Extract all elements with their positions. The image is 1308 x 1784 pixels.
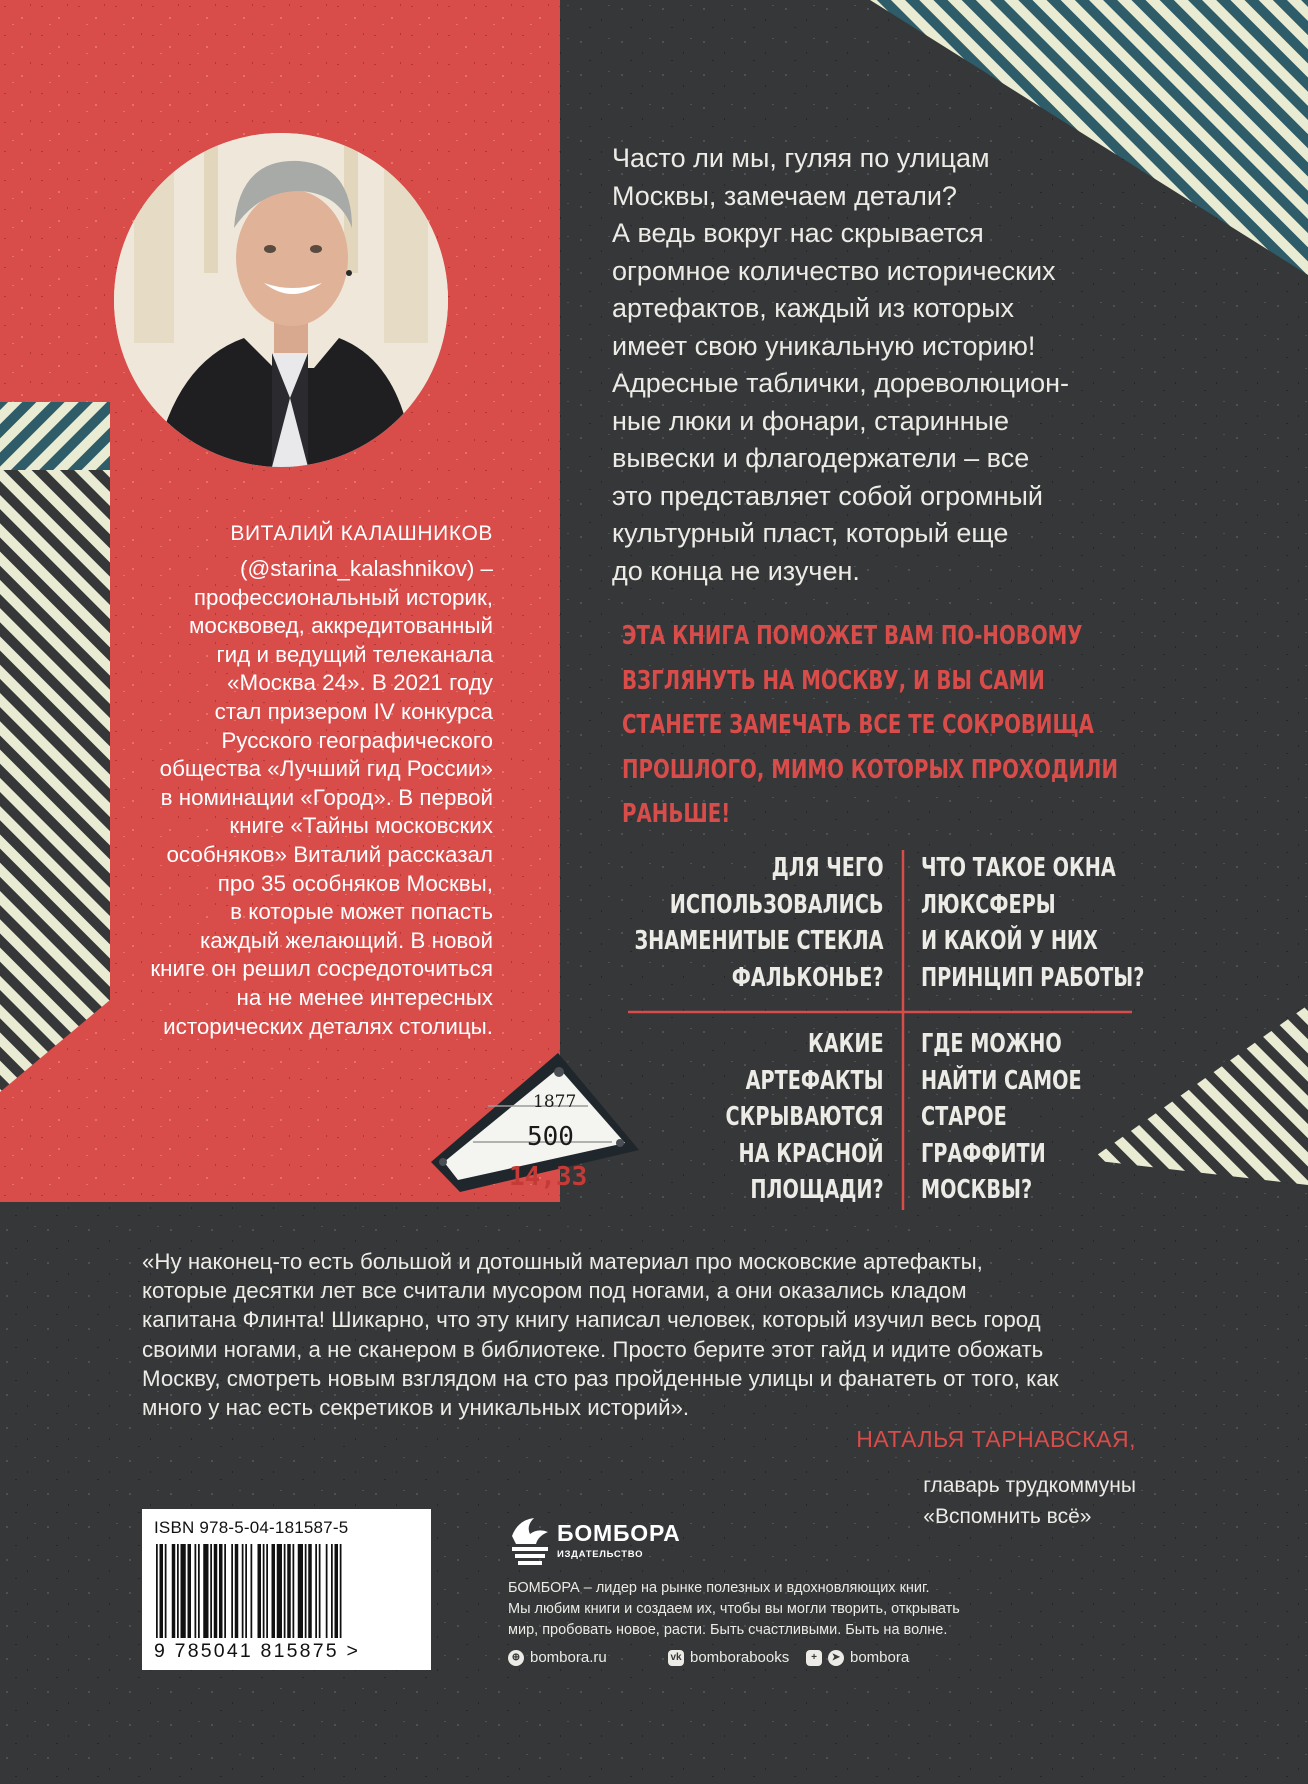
barcode-bar xyxy=(242,1544,244,1638)
question-oldest-graffiti xyxy=(921,1026,1082,1209)
plaque-number: 500 xyxy=(527,1122,574,1152)
quote-line: «Ну наконец-то есть большой и дотошный материал про московские артефакты, xyxy=(142,1249,983,1274)
barcode-bar xyxy=(308,1544,312,1638)
author-bio-line: «Москва 24». В 2021 году xyxy=(227,670,493,696)
barcode-bar xyxy=(165,1544,167,1638)
intro-text xyxy=(612,140,1172,590)
intro-line: имеет свою уникальную историю! xyxy=(612,330,1036,361)
quote-line: своими ногами, а не сканером в библиотеке. Просто берите этот гайд и идите обожать xyxy=(142,1336,1044,1362)
quote-role-line: «Вспомнить всё» xyxy=(923,1505,1092,1528)
publisher-description xyxy=(508,1578,960,1641)
callout-line: ЭТА КНИГА ПОМОЖЕТ ВАМ ПО-НОВОМУ xyxy=(622,621,1083,651)
telegram-icon: ➤ xyxy=(828,1650,844,1666)
barcode-digits: 9 785041 815875 > xyxy=(154,1640,361,1662)
social-website[interactable] xyxy=(508,1649,607,1666)
intro-line: это представляет собой огромный xyxy=(612,480,1043,511)
barcode-bar xyxy=(172,1544,176,1638)
barcode-bar xyxy=(287,1544,291,1638)
author-bio-line: в номинации «Город». В первой xyxy=(160,784,493,810)
question-line: НАЙТИ САМОЕ xyxy=(921,1065,1082,1096)
question-falconier-glass xyxy=(635,850,884,996)
stripe-band-left xyxy=(0,402,110,475)
social-vk-label: bomborabooks xyxy=(690,1649,790,1666)
publisher-logo-subtitle: ИЗДАТЕЛЬСТВО xyxy=(557,1549,644,1560)
vk-icon: vk xyxy=(668,1650,684,1666)
author-bio-line: в которые может попасть xyxy=(230,899,493,925)
author-bio-line: книге «Тайны московских xyxy=(229,813,493,839)
barcode-bar xyxy=(266,1544,268,1638)
barcode-bar xyxy=(293,1544,295,1638)
author-bio xyxy=(118,555,493,1041)
question-line: СКРЫВАЮТСЯ xyxy=(725,1102,884,1132)
author-bio-line: про 35 особняков Москвы, xyxy=(217,870,493,896)
question-line: МОСКВЫ? xyxy=(921,1175,1033,1205)
callout-line: ПРОШЛОГО, МИМО КОТОРЫХ ПРОХОДИЛИ xyxy=(622,754,1118,785)
quote-line: Москву, смотреть новым взглядом на сто раз пройденные улицы и фанатеть от того, как xyxy=(142,1365,1059,1391)
social-telegram[interactable] xyxy=(806,1649,909,1666)
question-line: СТАРОЕ xyxy=(921,1102,1007,1132)
question-line: ФАЛЬКОНЬЕ? xyxy=(732,962,884,993)
intro-line: артефактов, каждый из которых xyxy=(612,293,1015,323)
publisher-logo-name: БОМБОРА xyxy=(557,1520,681,1546)
intro-line: Москвы, замечаем детали? xyxy=(612,180,957,211)
author-bio-line: каждый желающий. В новой xyxy=(199,927,493,953)
author-bio-line: гид и ведущий телеканала xyxy=(216,641,493,667)
publisher-line: Мы любим книги и создаем их, чтобы вы могли творить, открывать xyxy=(508,1601,960,1617)
plaque-year: 1877 xyxy=(533,1092,577,1112)
barcode-bar xyxy=(284,1544,286,1638)
callout-headline xyxy=(622,614,1118,837)
barcode-bar xyxy=(188,1544,192,1638)
social-telegram-label: bombora xyxy=(850,1649,910,1666)
quote-line: которые десятки лет все считали мусором под ногами, а они оказались кладом xyxy=(142,1278,967,1304)
barcode-bar xyxy=(331,1544,333,1638)
barcode-bar xyxy=(258,1544,262,1638)
author-bio-line: особняков» Виталий рассказал xyxy=(166,841,493,867)
quote-author-name: НАТАЛЬЯ ТАРНАВСКАЯ, xyxy=(856,1426,1136,1452)
barcode-bar xyxy=(177,1544,179,1638)
question-line: НА КРАСНОЙ xyxy=(738,1138,884,1169)
intro-line: вывески и флагодержатели – все xyxy=(612,443,1030,473)
question-line: ПЛОЩАДИ? xyxy=(750,1175,884,1205)
author-bio-line: стал призером IV конкурса xyxy=(214,698,493,724)
barcode-bar xyxy=(203,1544,208,1638)
barcode-bar xyxy=(198,1544,200,1638)
question-line: И КАКОЙ У НИХ xyxy=(921,926,1098,956)
barcode-bar xyxy=(305,1544,307,1638)
barcode-bar xyxy=(181,1544,186,1638)
callout-line: СТАНЕТЕ ЗАМЕЧАТЬ ВСЕ ТЕ СОКРОВИЩА xyxy=(622,710,1094,740)
barcode-bar xyxy=(195,1544,197,1638)
stripe-triangle-left xyxy=(0,470,110,1092)
isbn-barcode xyxy=(142,1509,431,1670)
author-bio-line: (@starina_kalashnikov) – xyxy=(240,556,493,581)
barcode-bar xyxy=(235,1544,239,1638)
quote-line: капитана Флинта! Шикарно, что эту книгу написал человек, который изучил весь город xyxy=(142,1307,1041,1333)
social-vk[interactable] xyxy=(668,1649,789,1666)
barcode-bar xyxy=(231,1544,233,1638)
publisher-line: БОМБОРА – лидер на рынке полезных и вдохновляющих книг. xyxy=(508,1580,930,1596)
question-luxfer-windows xyxy=(921,850,1144,996)
question-line: ЛЮКСФЕРЫ xyxy=(921,889,1056,920)
barcode-bar xyxy=(272,1544,276,1638)
author-bio-line: на не менее интересных xyxy=(236,984,493,1010)
author-bio-line: исторических деталях столицы. xyxy=(163,1013,493,1039)
plaque-value: 14,33 xyxy=(509,1162,588,1192)
barcode-bar xyxy=(210,1544,212,1638)
question-line: ИСПОЛЬЗОВАЛИСЬ xyxy=(670,889,884,920)
barcode-bar xyxy=(219,1544,223,1638)
quote-line: много у нас есть секретиков и уникальных историй». xyxy=(142,1395,690,1421)
question-red-square-artifacts xyxy=(726,1026,884,1209)
barcode-bar xyxy=(224,1544,226,1638)
globe-icon: ⊕ xyxy=(508,1650,524,1666)
barcode-bar xyxy=(277,1544,282,1638)
intro-line: культурный пласт, который еще xyxy=(612,518,1009,548)
publisher-line: мир, пробовать новое, расти. Быть счастливыми. Быть на волне. xyxy=(508,1622,948,1638)
barcode-bar xyxy=(263,1544,265,1638)
barcode-bar xyxy=(315,1544,317,1638)
barcode-bar xyxy=(335,1544,339,1638)
barcode-bar xyxy=(160,1544,164,1638)
intro-line: А ведь вокруг нас скрывается xyxy=(612,218,984,248)
barcode-bar xyxy=(245,1544,247,1638)
barcode-bar xyxy=(326,1544,328,1638)
question-line: ПРИНЦИП РАБОТЫ? xyxy=(921,962,1145,993)
callout-line: ВЗГЛЯНУТЬ НА МОСКВУ, И ВЫ САМИ xyxy=(622,665,1045,696)
barcode-bars xyxy=(154,1544,419,1640)
author-bio-line: общества «Лучший гид России» xyxy=(159,756,493,782)
social-website-label: bombora.ru xyxy=(530,1649,607,1666)
question-line: КАКИЕ xyxy=(808,1029,884,1059)
quote-role-line: главарь трудкоммуны xyxy=(923,1474,1136,1497)
callout-line: РАНЬШЕ! xyxy=(622,799,731,829)
barcode-bar xyxy=(319,1544,321,1638)
author-bio-line: профессиональный историк, xyxy=(193,584,493,610)
intro-line: огромное количество исторических xyxy=(612,255,1056,286)
author-bio-line: книге он решил сосредоточиться xyxy=(150,956,493,982)
author-bio-line: Русского географического xyxy=(221,727,493,753)
testimonial-quote xyxy=(142,1247,1172,1422)
question-line: ЗНАМЕНИТЫЕ СТЕКЛА xyxy=(634,926,884,956)
author-portrait-illustration xyxy=(114,133,448,467)
bombora-logo-icon xyxy=(508,1514,552,1570)
intro-line: Часто ли мы, гуляя по улицам xyxy=(612,143,990,173)
author-photo xyxy=(114,133,448,467)
question-line: ЧТО ТАКОЕ ОКНА xyxy=(921,853,1116,883)
question-line: АРТЕФАКТЫ xyxy=(745,1065,884,1096)
barcode-bar xyxy=(340,1544,342,1638)
barcode-bar xyxy=(156,1544,158,1638)
barcode-bar xyxy=(214,1544,218,1638)
isbn-label: ISBN 978-5-04-181587-5 xyxy=(154,1518,349,1537)
barcode-bar xyxy=(251,1544,253,1638)
author-bio-line: москвовед, аккредитованный xyxy=(189,613,493,639)
plus-icon: + xyxy=(806,1650,822,1666)
barcode-bar xyxy=(298,1544,303,1638)
quote-author-role xyxy=(923,1470,1136,1532)
intro-line: ные люки и фонари, старинные xyxy=(612,405,1009,436)
intro-line: Адресные таблички, дореволюцион- xyxy=(612,368,1069,398)
question-line: ГРАФФИТИ xyxy=(921,1138,1046,1169)
author-name: ВИТАЛИЙ КАЛАШНИКОВ xyxy=(230,522,493,545)
question-line: ГДЕ МОЖНО xyxy=(921,1029,1062,1059)
intro-line: до конца не изучен. xyxy=(612,555,860,586)
question-line: ДЛЯ ЧЕГО xyxy=(772,853,884,883)
